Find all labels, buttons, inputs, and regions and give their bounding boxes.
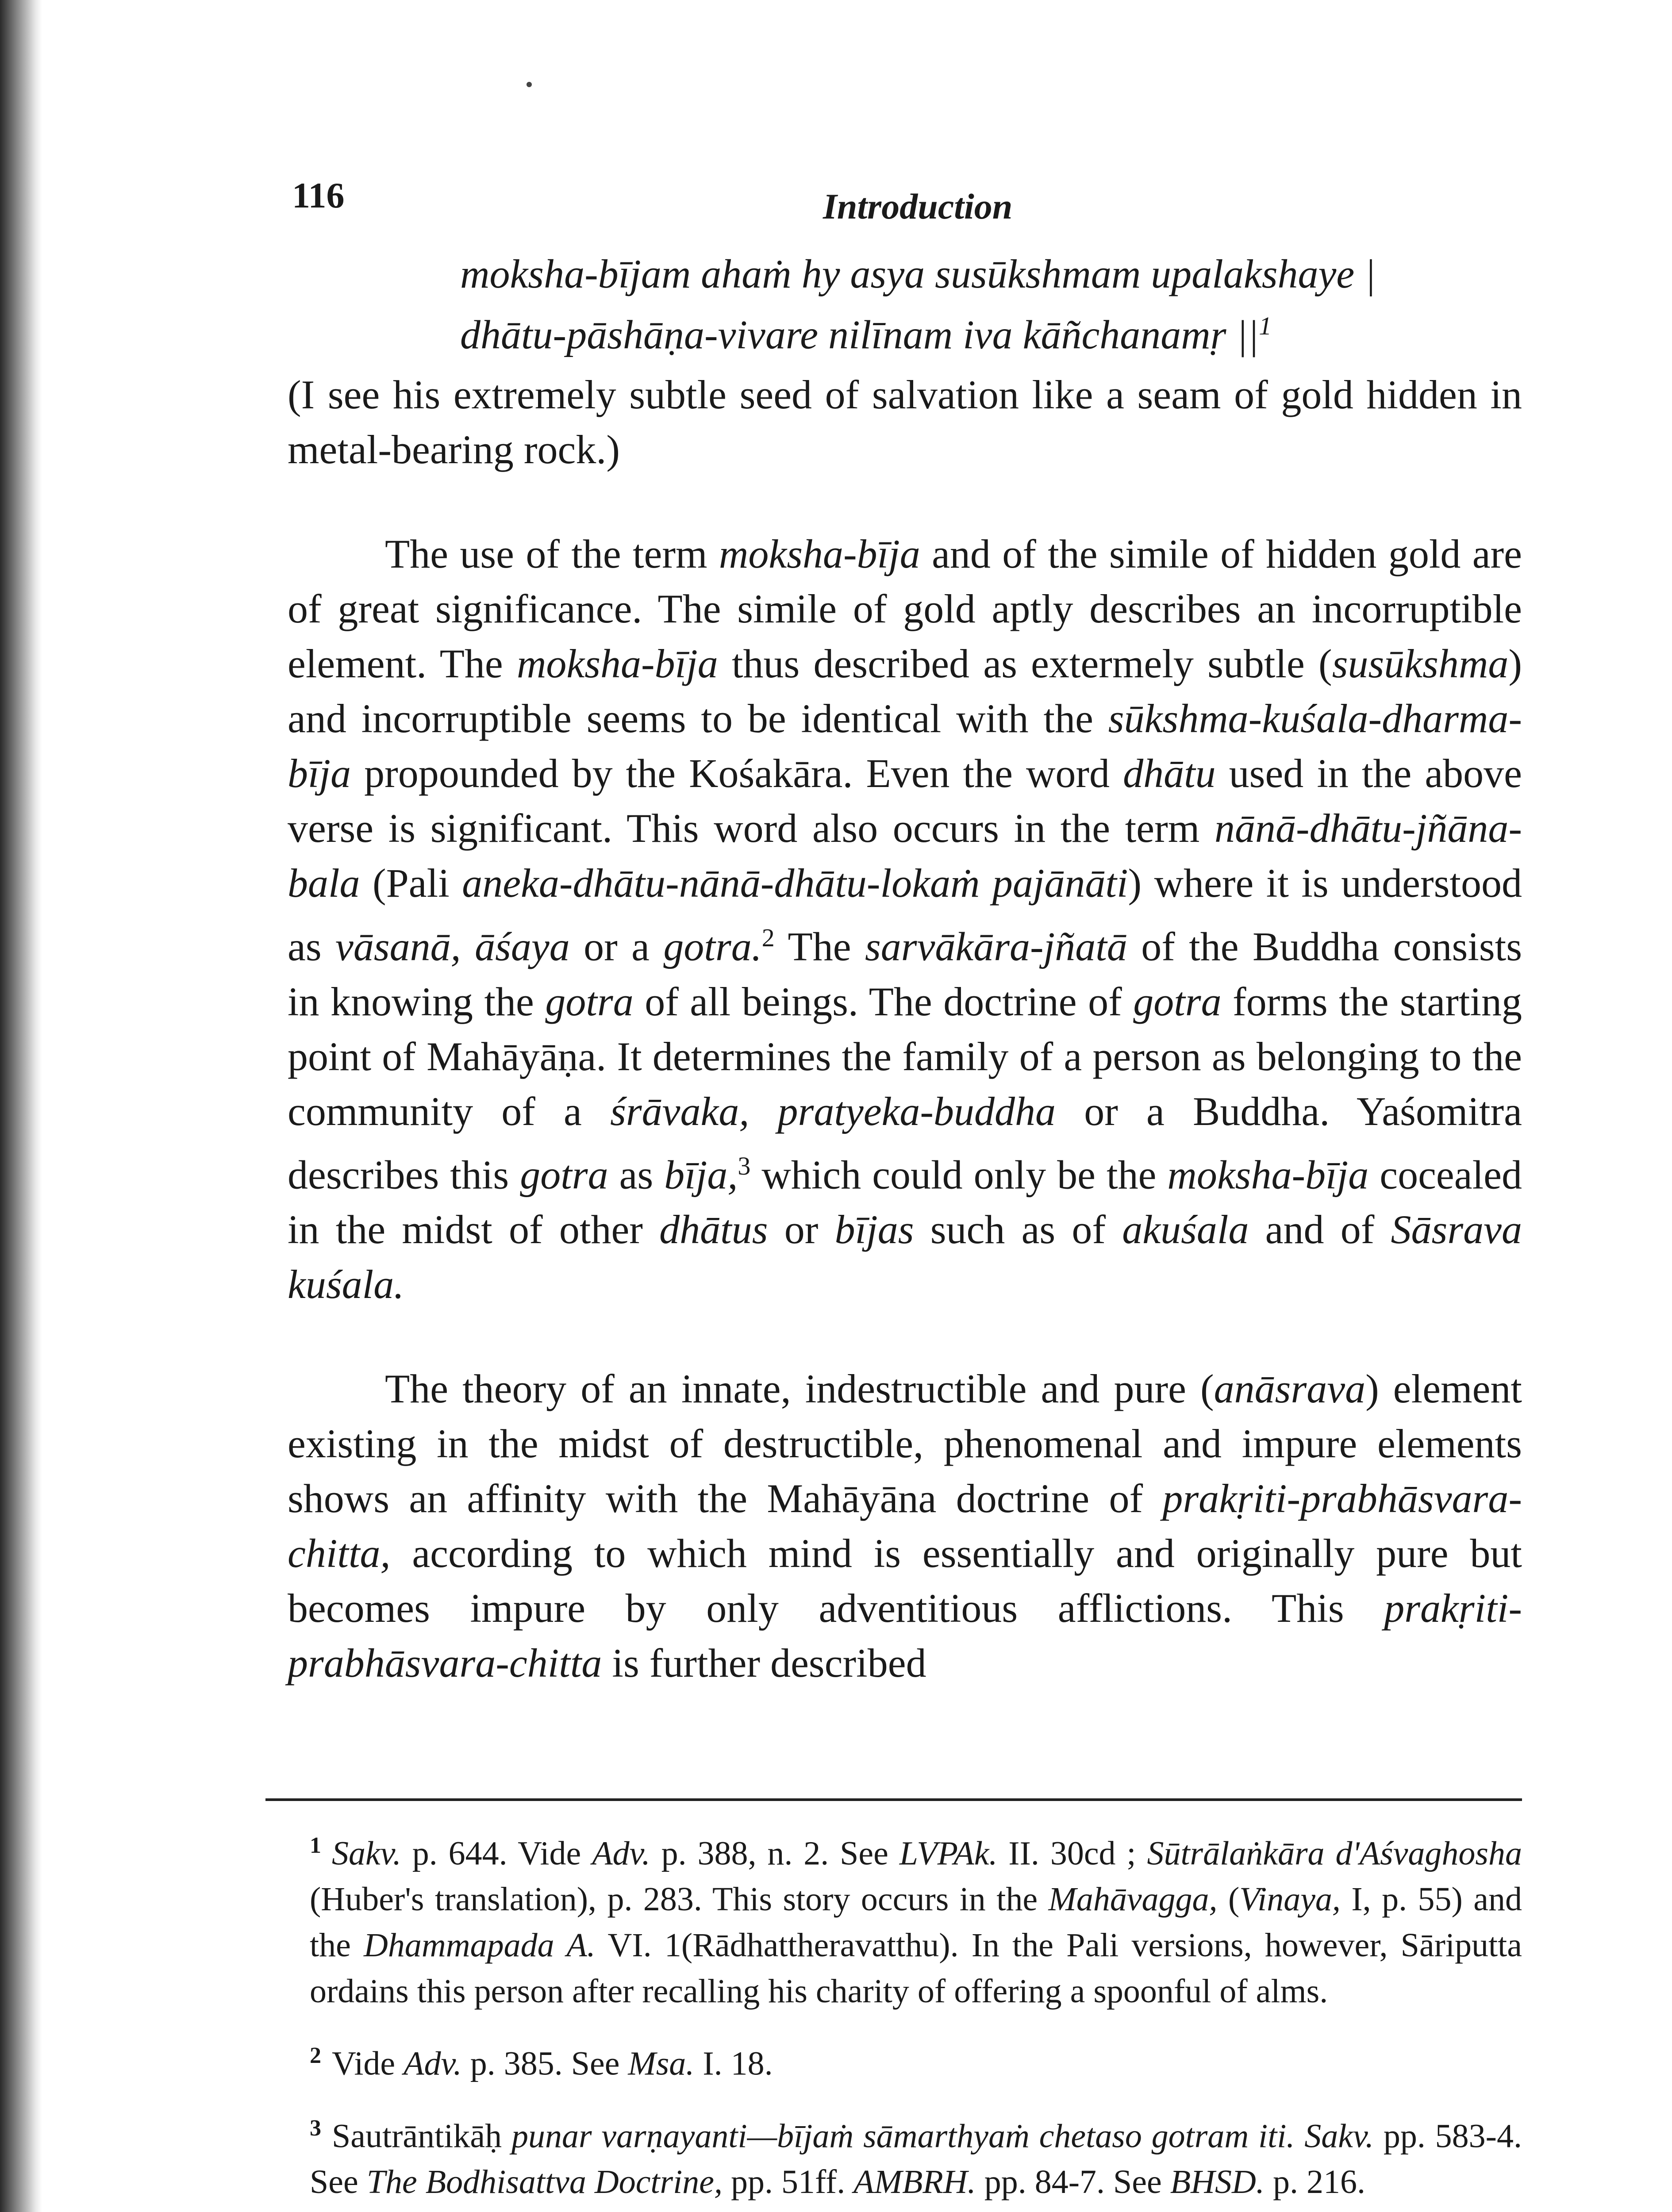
verse-translation: (I see his extremely subtle seed of salvation like a seam of gold hidden in metal-bearing rock.) (288, 372, 1522, 472)
verse-line-1: moksha-bījam ahaṁ hy asya susūkshmam upalakshaye | (460, 251, 1376, 296)
body-text (288, 367, 1522, 1740)
footnotes (310, 1823, 1522, 2212)
running-title: Introduction (823, 186, 1013, 227)
scan-speck (527, 82, 532, 87)
footnote-1: $^1$ Sakv. p. 644. Vide Adv. p. 388, n. 2. See LVPAk. II. 30cd ; Sūtrālaṅkāra d'Aśvaghosha (Huber's translation), p. 283. This story occurs in the Mahāvagga, (Vinaya, I, p. 55) and the Dhammapada A. VI. 1(Rādhattheravatthu). In the Pali versions, however, Sāriputta ordains this person after recalling his charity of offering a spoonful of alms. (310, 1833, 1522, 2010)
footnote-ref-1: 1 (1259, 311, 1272, 340)
footnote-2: $^2$ Vide Adv. p. 385. See Msa. I. 18. (310, 2043, 773, 2082)
paragraph-1: The use of the term moksha-bīja and of the simile of hidden gold are of great significance. The simile of gold aptly describes an incorruptible element. The moksha-bīja thus described as extermely subtle (susūkshma) and incorruptible seems to be identical with the sūkshma-kuśala-dharma-bīja propounded by the Kośakāra. Even the word dhātu used in the above verse is significant. This word also occurs in the term nānā-dhātu-jñāna-bala (Pali aneka-dhātu-nānā-dhātu-lokaṁ pajānāti) where it is understood as vāsanā, āśaya or a gotra.$^2$ The sarvākāra-jñatā of the Buddha consists in knowing the gotra of all beings. The doctrine of gotra forms the starting point of Mahāyāṇa. It determines the family of a person as belonging to the community of a śrāvaka, pratyeka-buddha or a Buddha. Yaśomitra describes this gotra as bīja,$^3$ which could only be the moksha-bīja cocealed in the midst of other dhātus or bījas such as of akuśala and of Sāsrava kuśala. (288, 531, 1522, 1307)
sanskrit-verse (460, 248, 1522, 361)
paragraph-2: The theory of an innate, indestructible and pure (anāsrava) element existing in the midst of destructible, phenomenal and impure elements shows an affinity with the Mahāyāna doctrine of prakṛiti-prabhāsvara-chitta, according to which mind is essentially and originally pure but becomes impure by only adventitious afflictions. This prakṛiti-prabhāsvara-chitta is further described (288, 1366, 1522, 1686)
footnote-3: $^3$ Sautrāntikāḥ punar varṇayanti—bījaṁ sāmarthyaṁ chetaso gotram iti. Sakv. pp. 583-4. See The Bodhisattva Doctrine, pp. 51ff. AMBRH. pp. 84-7. See BHSD. p. 216. (310, 2115, 1522, 2200)
footnote-divider (265, 1798, 1522, 1801)
scan-binding-shadow (0, 0, 42, 2212)
page-number: 116 (292, 175, 345, 215)
footnote-ref-3: 3 (738, 1151, 751, 1180)
footnote-ref-2: 2 (761, 923, 775, 952)
running-header (292, 175, 1522, 232)
verse-line-2: dhātu-pāshāṇa-vivare nilīnam iva kāñchanamṛ ||$^1$ (460, 311, 1272, 357)
